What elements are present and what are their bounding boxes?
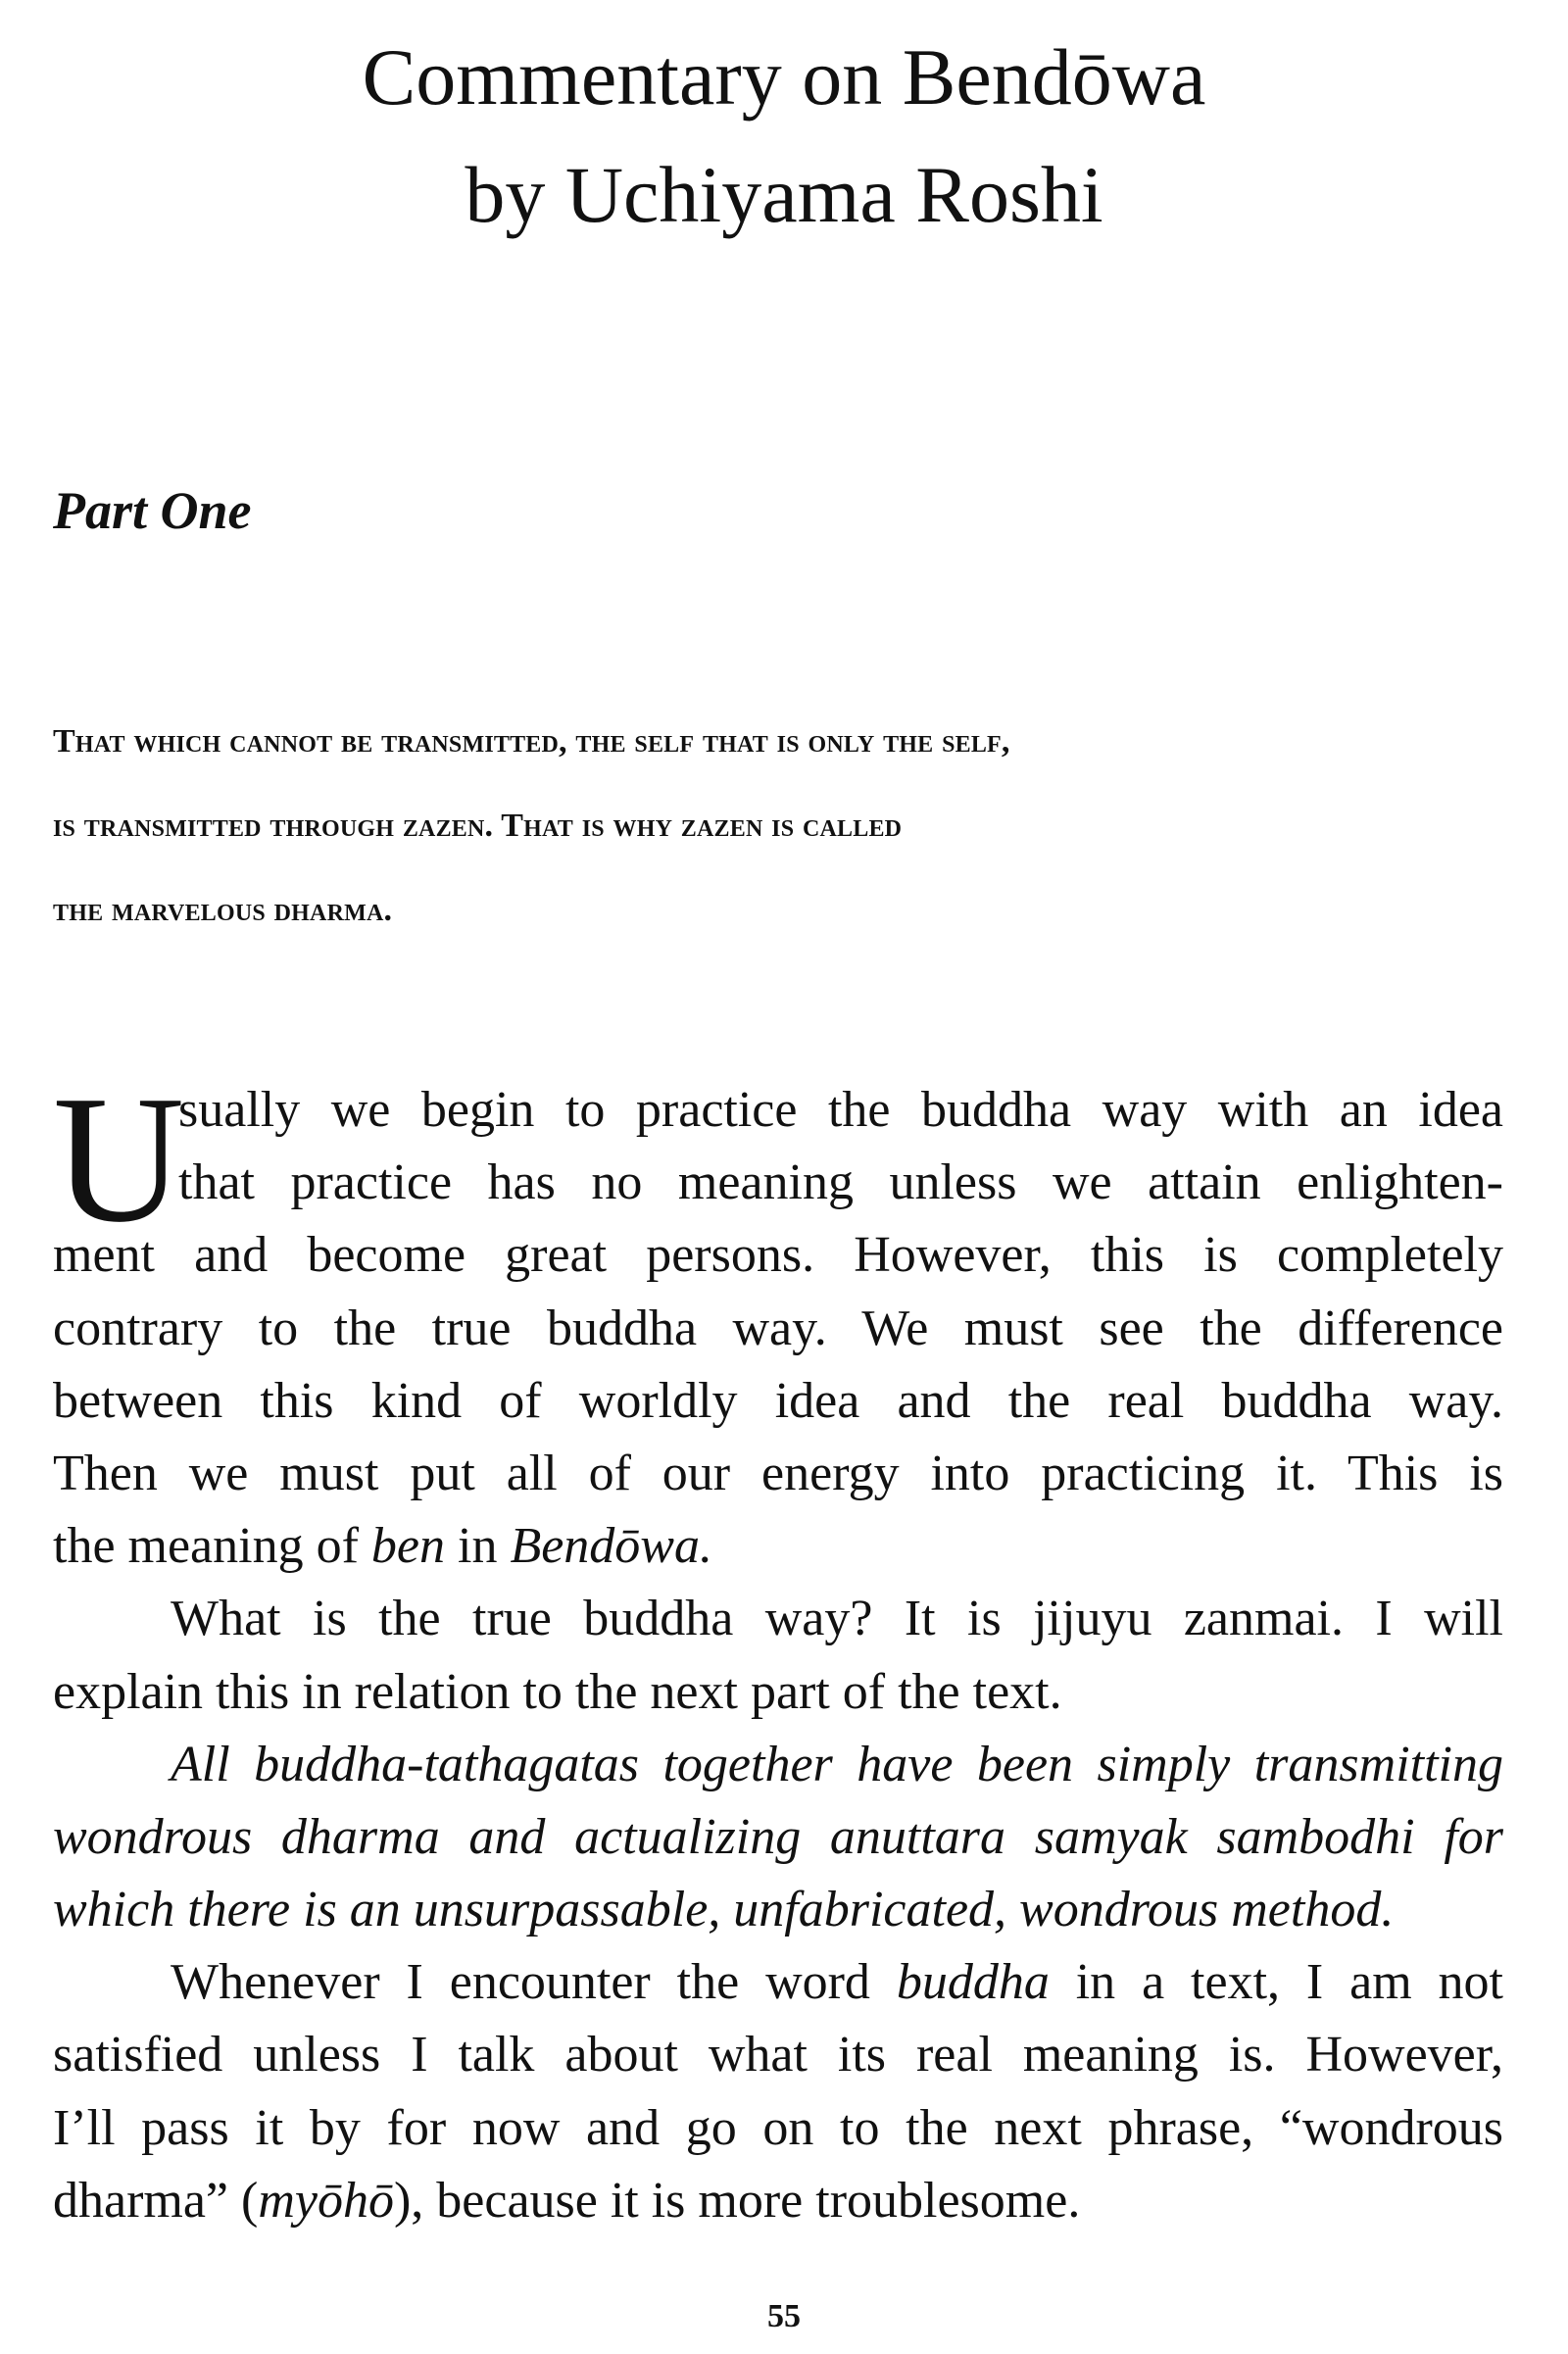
paragraph-1-line: that practice has no meaning unless we attain enlighten- xyxy=(178,1154,1503,1211)
page-number: 55 xyxy=(767,2298,801,2334)
text-run: in a text, I am not xyxy=(1049,1954,1503,2011)
chapter-title-line-1: Commentary on Bendōwa xyxy=(362,32,1206,122)
paragraph-1-line: contrary to the true buddha way. We must see the difference xyxy=(53,1300,1503,1356)
quoted-text-line: wondrous dharma and actualizing anuttara samyak sambodhi for xyxy=(53,1808,1503,1865)
italic-term-ben: ben xyxy=(370,1518,445,1575)
paragraph-3-line: satisfied unless I talk about what its real meaning is. However, xyxy=(53,2027,1503,2084)
quoted-text-line: All buddha-tathagatas together have been simply transmitting xyxy=(171,1736,1503,1792)
paragraph-1-last-line xyxy=(53,1510,1503,1583)
epigraph-line: is transmitted through zazen. That is why zazen is called xyxy=(53,808,903,844)
epigraph-line: That which cannot be transmitted, the self that is only the self, xyxy=(53,723,1010,760)
text-run: in xyxy=(445,1518,511,1575)
drop-cap: U xyxy=(53,1058,185,1260)
paragraph-1-line: sually we begin to practice the buddha way with an idea xyxy=(178,1082,1503,1138)
italic-term-bendowa: Bendōwa. xyxy=(510,1518,712,1575)
paragraph-2-line: What is the true buddha way? It is jijuyu zanmai. I will xyxy=(171,1591,1503,1647)
paragraph-3-last-line xyxy=(53,2165,1503,2237)
epigraph xyxy=(53,712,1523,965)
paragraph-3-first-line xyxy=(53,1946,1503,2019)
text-run: ), because it is more troublesome. xyxy=(393,2172,1081,2229)
section-heading: Part One xyxy=(53,481,252,540)
quoted-text-line: which there is an unsurpassable, unfabricated, wondrous method. xyxy=(53,1882,1395,1938)
paragraph-2-line: explain this in relation to the next part of the text. xyxy=(53,1663,1062,1720)
body-text xyxy=(53,1058,1503,2237)
paragraph-3-line: I’ll pass it by for now and go on to the next phrase, “wondrous xyxy=(53,2099,1503,2156)
paragraph-1-line: between this kind of worldly idea and the real buddha way. xyxy=(53,1372,1503,1429)
epigraph-line: the marvelous dharma. xyxy=(53,892,393,928)
text-run: Whenever I encounter the word xyxy=(171,1954,897,2011)
paragraph-1-line: Then we must put all of our energy into practicing it. This is xyxy=(53,1445,1503,1501)
italic-term-buddha: buddha xyxy=(896,1954,1050,2011)
italic-term-myoho: myōhō xyxy=(258,2172,394,2229)
chapter-title-line-2: by Uchiyama Roshi xyxy=(465,150,1103,239)
paragraph-1-line: ment and become great persons. However, this is completely xyxy=(53,1227,1503,1284)
text-run: dharma” ( xyxy=(53,2172,259,2229)
text-run: the meaning of xyxy=(53,1518,371,1575)
